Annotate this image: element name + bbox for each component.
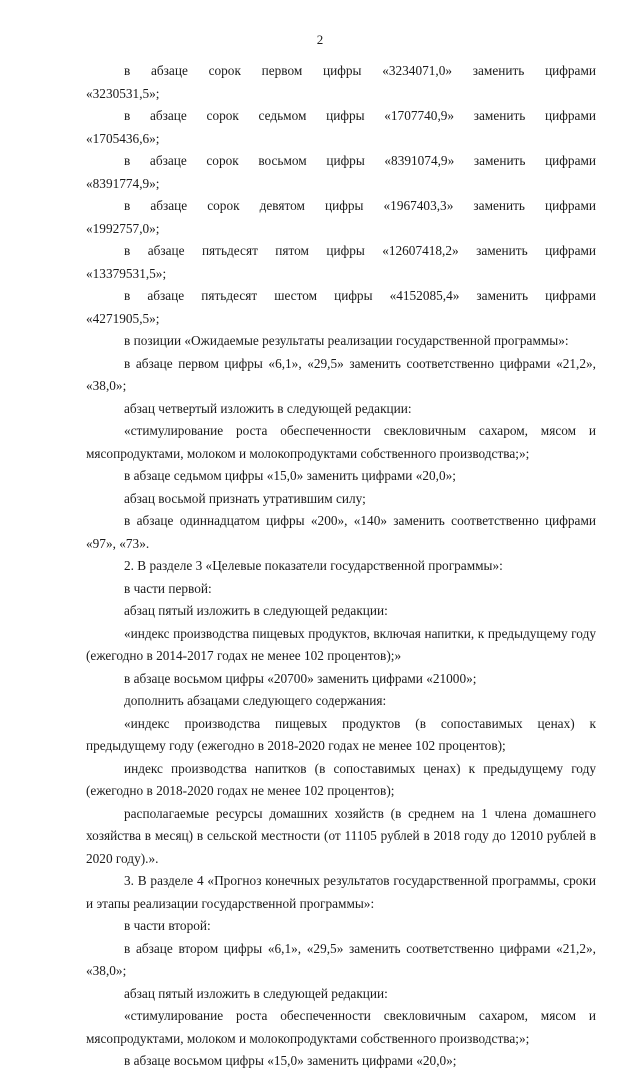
- paragraph: «8391774,9»;: [86, 175, 160, 191]
- paragraph: в абзаце сорок восьмом цифры «8391074,9» заменить цифрами: [124, 153, 596, 168]
- paragraph: «стимулирование роста обеспеченности свекловичным сахаром, мясом и мясопродуктами, молоком и молокопродуктами собственного производства;»;: [86, 1008, 596, 1046]
- paragraph: в абзаце пятьдесят пятом цифры «12607418,2» заменить цифрами: [124, 243, 596, 258]
- paragraph: в абзаце сорок девятом цифры «1967403,3» заменить цифрами: [124, 198, 596, 213]
- page-number: 2: [316, 32, 324, 47]
- paragraph: индекс производства напитков (в сопоставимых ценах) к предыдущему году (ежегодно в 2018-2020 годах не менее 102 процентов);: [86, 760, 596, 798]
- paragraph: абзац восьмой признать утратившим силу;: [124, 490, 366, 506]
- paragraph: в абзаце одиннадцатом цифры «200», «140» заменить соответственно цифрами «97», «73».: [86, 513, 596, 551]
- paragraph: «3230531,5»;: [86, 85, 160, 101]
- paragraph: «1705436,6»;: [86, 130, 160, 146]
- paragraph: в абзаце восьмом цифры «20700» заменить цифрами «21000»;: [124, 670, 477, 686]
- paragraph: в абзаце седьмом цифры «15,0» заменить цифрами «20,0»;: [124, 468, 456, 483]
- paragraph: «индекс производства пищевых продуктов, включая напитки, к предыдущему году (ежегодно в 2014-2017 годах не менее 102 процентов);»: [86, 625, 596, 663]
- paragraph: в позиции «Ожидаемые результаты реализации государственной программы»:: [124, 333, 569, 348]
- paragraph: в абзаце восьмом цифры «15,0» заменить цифрами «20,0»;: [124, 1053, 457, 1068]
- paragraph: 3. В разделе 4 «Прогноз конечных результатов государственной программы, сроки и этапы реализации государственной программы»:: [86, 873, 596, 911]
- paragraph: абзац пятый изложить в следующей редакции:: [124, 985, 388, 1001]
- paragraph: абзац четвертый изложить в следующей редакции:: [124, 400, 412, 416]
- paragraph: в абзаце сорок седьмом цифры «1707740,9» заменить цифрами: [124, 108, 596, 123]
- paragraph: в абзаце сорок первом цифры «3234071,0» заменить цифрами: [124, 63, 596, 78]
- paragraph: абзац пятый изложить в следующей редакции:: [124, 603, 388, 618]
- paragraph: «4271905,5»;: [86, 310, 160, 326]
- paragraph: 2. В разделе 3 «Целевые показатели государственной программы»:: [124, 558, 503, 573]
- paragraph: в абзаце первом цифры «6,1», «29,5» заменить соответственно цифрами «21,2», «38,0»;: [86, 355, 596, 393]
- paragraph: «индекс производства пищевых продуктов (в сопоставимых ценах) к предыдущему году (ежегодно в 2018-2020 годах не менее 102 процентов);: [86, 715, 596, 753]
- paragraph: в части первой:: [124, 580, 212, 596]
- paragraph: «стимулирование роста обеспеченности свекловичным сахаром, мясом и мясопродуктами, молоком и молокопродуктами собственного производства;»;: [86, 423, 596, 461]
- paragraph: в части второй:: [124, 918, 211, 933]
- paragraph: в абзаце пятьдесят шестом цифры «4152085,4» заменить цифрами: [124, 288, 596, 303]
- paragraph: «1992757,0»;: [86, 220, 160, 236]
- paragraph: «13379531,5»;: [86, 265, 167, 281]
- paragraph: располагаемые ресурсы домашних хозяйств (в среднем на 1 члена домашнего хозяйства в месяц) в сельской местности (от 11105 рублей в 2018 году до 12010 рублей в 2020 году).».: [86, 805, 596, 866]
- paragraph: в абзаце втором цифры «6,1», «29,5» заменить соответственно цифрами «21,2», «38,0»;: [86, 940, 596, 978]
- document-body: [86, 60, 596, 1073]
- paragraph: дополнить абзацами следующего содержания:: [124, 693, 387, 708]
